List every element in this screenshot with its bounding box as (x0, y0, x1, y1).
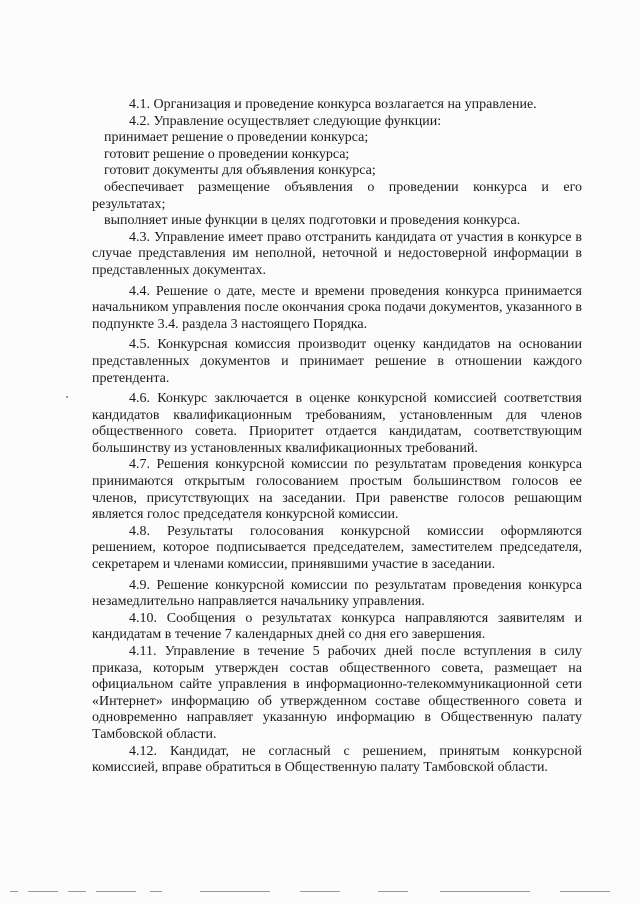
scan-dash (68, 891, 86, 892)
paragraph-4-5: 4.5. Конкурсная комиссия производит оценку кандидатов на основании представленных документов и принимает решение в отношении каждого претендента. (92, 337, 582, 386)
paragraph-4-11: 4.11. Управление в течение 5 рабочих дней после вступления в силу приказа, которым утвержден состав общественного совета, размещает на официальном сайте управления в информационно-телекоммуникационной сети «Интернет» информацию об утвержденном составе общественного совета и одновременно направляет указанную информацию в Общественную палату Тамбовской области. (92, 644, 582, 742)
scan-dash (440, 891, 530, 892)
function-item-2: готовит решение о проведении конкурса; (104, 146, 350, 162)
scan-dash (10, 891, 18, 892)
scan-dash (300, 891, 340, 892)
function-item-5: выполняет иные функции в целях подготовки и проведения конкурса. (104, 213, 521, 229)
scan-dash (200, 891, 270, 892)
function-item-4: обеспечивает размещение объявления о проведении конкурса и его результатах; (92, 179, 582, 212)
document-body (92, 97, 582, 777)
scan-dash (96, 891, 136, 892)
scan-speck (66, 396, 68, 398)
scan-dash (150, 891, 162, 892)
function-item-3: готовит документы для объявления конкурса; (104, 163, 376, 179)
paragraph-4-8: 4.8. Результаты голосования конкурсной комиссии оформляются решением, которое подписывается председателем, заместителем председателя, секретарем и членами комиссии, принявшими участие в заседании. (92, 523, 582, 573)
paragraph-4-7: 4.7. Решения конкурсной комиссии по результатам проведения конкурса принимаются открытым голосованием простым большинством голосов ее членов, присутствующих на заседании. При равенстве голосов решающим является голос председателя конкурсной комиссии. (92, 457, 582, 523)
paragraph-4-9: 4.9. Решение конкурсной комиссии по результатам проведения конкурса незамедлительно направляется начальнику управления. (92, 577, 582, 610)
function-item-1: принимает решение о проведении конкурса; (104, 130, 369, 146)
scan-bottom-edge (0, 880, 640, 905)
scan-dash (378, 891, 408, 892)
paragraph-4-3: 4.3. Управление имеет право отстранить кандидата от участия в конкурсе в случае представления им неполной, неточной и недостоверной информации в представленных документах. (92, 229, 582, 278)
paragraph-4-10: 4.10. Сообщения о результатах конкурса направляются заявителям и кандидатам в течение 7 календарных дней со дня его завершения. (92, 610, 582, 643)
paragraph-4-12: 4.12. Кандидат, не согласный с решением, принятым конкурсной комиссией, вправе обратиться в Общественную палату Тамбовской области. (92, 743, 582, 776)
paragraph-4-4: 4.4. Решение о дате, месте и времени проведения конкурса принимается начальником управления после окончания срока подачи документов, указанного в подпункте 3.4. раздела 3 настоящего Порядка. (92, 283, 582, 332)
paragraph-4-6: 4.6. Конкурс заключается в оценке конкурсной комиссией соответствия кандидатов квалификационным требованиям, установленным для членов общественного совета. Приоритет отдается кандидатам, соответствующим большинству из установленных квалификационных требований. (92, 391, 582, 456)
scan-dash (560, 891, 610, 892)
paragraph-4-2: 4.2. Управление осуществляет следующие функции: (129, 113, 442, 129)
scan-dash (28, 891, 58, 892)
paragraph-4-1: 4.1. Организация и проведение конкурса возлагается на управление. (129, 97, 537, 112)
